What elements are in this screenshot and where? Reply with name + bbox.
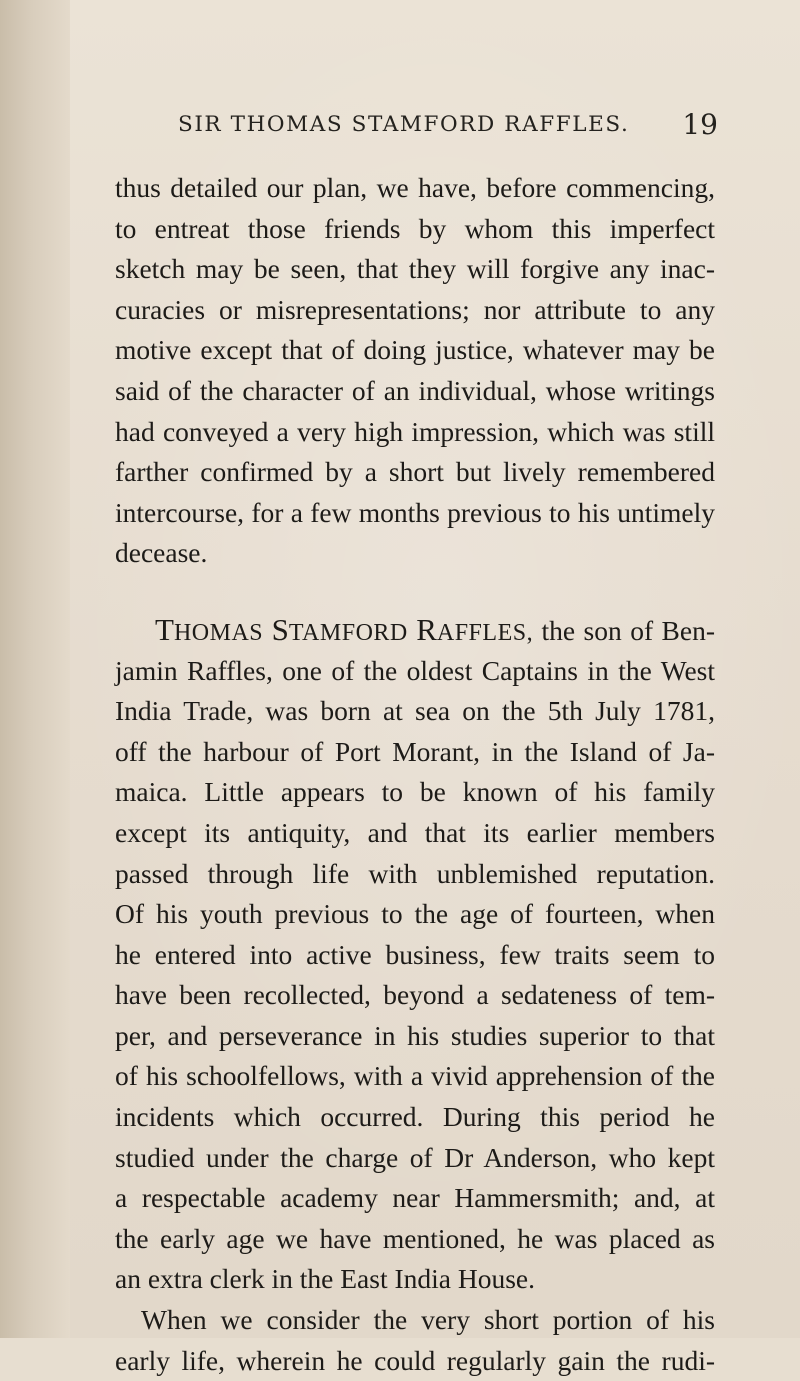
text-line: jamin Raffles, one of the oldest Captains in the West xyxy=(115,654,715,686)
page-number: 19 xyxy=(682,108,718,141)
text-line: decease. xyxy=(115,537,208,569)
text-line: Of his youth previous to the age of fourteen, when xyxy=(115,898,715,930)
text-line: except its antiquity, and that its earlier members xyxy=(115,816,715,848)
text-line-opening xyxy=(115,610,715,651)
text-fragment: the son of Ben- xyxy=(541,614,715,646)
text-line: incidents which occurred. During this period he xyxy=(115,1101,715,1133)
running-title: SIR THOMAS STAMFORD RAFFLES. xyxy=(178,112,630,137)
text-line: farther confirmed by a short but lively remembered xyxy=(115,456,715,488)
name-small-caps: THOMAS STAMFORD RAFFLES, xyxy=(155,611,534,647)
running-head xyxy=(178,108,718,142)
text-line: India Trade, was born at sea on the 5th July 1781, xyxy=(115,695,715,727)
text-line: maica. Little appears to be known of his family xyxy=(115,776,715,808)
text-line: studied under the charge of Dr Anderson, who kept xyxy=(115,1141,715,1173)
text-line: sketch may be seen, that they will forgive any inac- xyxy=(115,253,715,285)
text-line: per, and perseverance in his studies superior to that xyxy=(115,1019,715,1051)
text-line: motive except that of doing justice, whatever may be xyxy=(115,334,715,366)
text-line: he entered into active business, few traits seem to xyxy=(115,938,715,970)
text-line: off the harbour of Port Morant, in the Island of Ja- xyxy=(115,735,715,767)
text-line: have been recollected, beyond a sedateness of tem- xyxy=(115,979,715,1011)
text-line: thus detailed our plan, we have, before commencing, xyxy=(115,172,715,203)
paragraph-gap xyxy=(115,574,715,610)
text-line: the early age we have mentioned, he was placed as xyxy=(115,1222,715,1254)
paragraph-1 xyxy=(115,168,715,574)
text-line: passed through life with unblemished reputation. xyxy=(115,857,715,889)
text-line: intercourse, for a few months previous to his untimely xyxy=(115,496,715,528)
body-text xyxy=(115,168,715,1381)
text-line: a respectable academy near Hammersmith; and, at xyxy=(115,1182,715,1214)
text-line: of his schoolfellows, with a vivid apprehension of the xyxy=(115,1060,715,1092)
paragraph-3 xyxy=(115,1300,715,1381)
text-line: an extra clerk in the East India House. xyxy=(115,1263,535,1295)
text-line: said of the character of an individual, whose writings xyxy=(115,374,715,406)
text-line: early life, wherein he could regularly gain the rudi- xyxy=(115,1344,715,1376)
text-line: curacies or misrepresentations; nor attribute to any xyxy=(115,293,715,325)
text-line: When we consider the very short portion of his xyxy=(141,1304,715,1336)
paragraph-2 xyxy=(115,610,715,1300)
text-line: to entreat those friends by whom this imperfect xyxy=(115,212,715,244)
page-gutter-shadow xyxy=(0,0,70,1338)
text-line: had conveyed a very high impression, which was still xyxy=(115,415,715,447)
